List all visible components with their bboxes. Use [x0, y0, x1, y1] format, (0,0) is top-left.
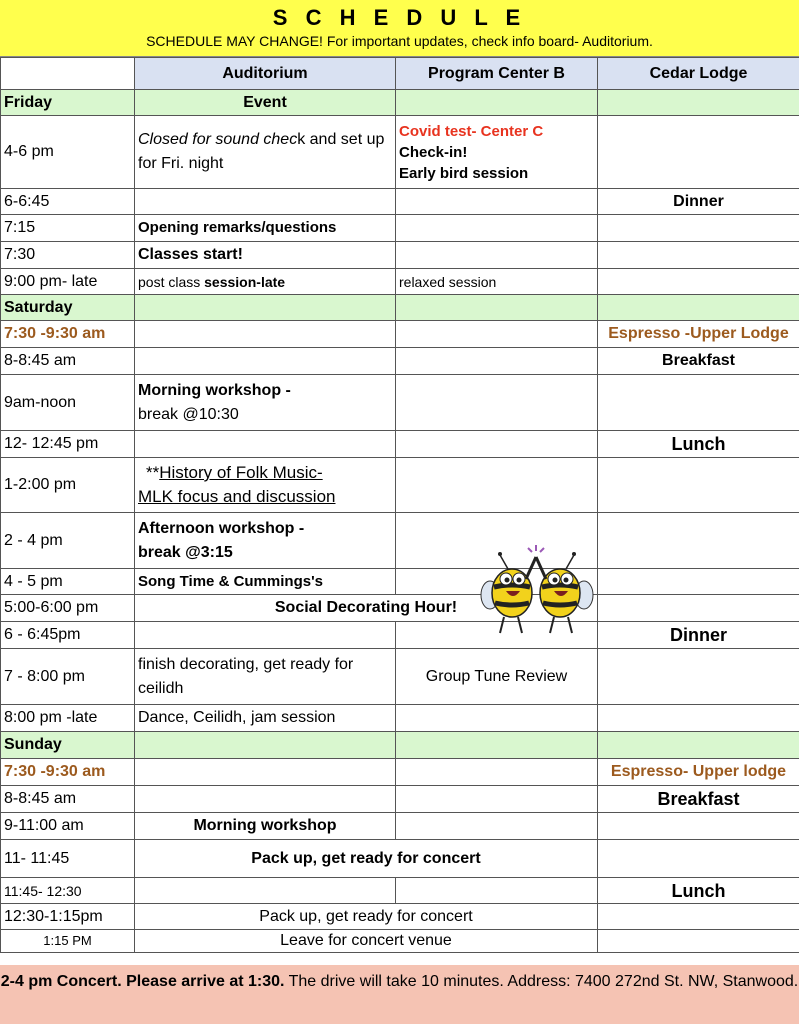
table-row: 6 - 6:45pm Dinner	[1, 622, 799, 649]
covid-test-note: Covid test- Center C	[399, 122, 544, 140]
concert-time: 2-4 pm Concert. Please arrive at 1:30.	[0, 973, 285, 990]
day-row-sunday	[1, 732, 799, 759]
time-column-header	[1, 58, 135, 90]
event-header: Event	[135, 90, 396, 116]
cedar-lodge-column-header: Cedar Lodge	[598, 58, 799, 90]
table-row: 12- 12:45 pm Lunch	[1, 431, 799, 458]
schedule-table	[0, 57, 799, 953]
day-row-saturday	[1, 295, 799, 321]
table-row: 7:30 -9:30 am Espresso -Upper Lodge	[1, 321, 799, 348]
table-row: 8-8:45 am Breakfast	[1, 786, 799, 813]
table-row: 7:30 Classes start!	[1, 242, 799, 269]
table-row: 8:00 pm -late Dance, Ceilidh, jam session	[1, 705, 799, 732]
schedule-title: S C H E D U L E	[272, 5, 527, 30]
table-row: 7:30 -9:30 am Espresso- Upper lodge	[1, 759, 799, 786]
table-row: 5:00-6:00 pm Social Decorating Hour!	[1, 595, 799, 622]
table-row: 12:30-1:15pm Pack up, get ready for concert	[1, 904, 799, 930]
cheering-bees-icon	[478, 543, 594, 639]
table-row: 11:45- 12:30 Lunch	[1, 878, 799, 904]
table-row: 9:00 pm- late post class session-late relaxed session	[1, 269, 799, 295]
program-center-cell: Covid test- Center C Check-in! Early bird session	[396, 116, 598, 189]
auditorium-cell: Closed for sound check and set up for Fri. night	[135, 116, 396, 189]
table-row: 9am-noon Morning workshop - break @10:30	[1, 375, 799, 431]
table-row	[1, 116, 799, 189]
table-row: 8-8:45 am Breakfast	[1, 348, 799, 375]
table-row: 6-6:45 Dinner	[1, 189, 799, 215]
auditorium-column-header: Auditorium	[135, 58, 396, 90]
day-label: Sunday	[1, 732, 135, 759]
table-row: 1:15 PM Leave for concert venue	[1, 930, 799, 953]
table-row: 7 - 8:00 pm finish decorating, get ready for ceilidh Group Tune Review	[1, 649, 799, 705]
table-row: 2 - 4 pm Afternoon workshop - break @3:15	[1, 513, 799, 569]
concert-details: The drive will take 10 minutes. Address: 7400 272nd St. NW, Stanwood.	[284, 973, 799, 990]
day-row-friday	[1, 90, 799, 116]
social-decorating-hour: Social Decorating Hour!	[135, 595, 598, 622]
column-header-row	[1, 58, 799, 90]
time-cell: 4-6 pm	[1, 116, 135, 189]
schedule-subtitle: SCHEDULE MAY CHANGE! For important updates, check info board- Auditorium.	[146, 33, 653, 49]
program-center-column-header: Program Center B	[396, 58, 598, 90]
day-label: Friday	[1, 90, 135, 116]
table-row: 4 - 5 pm Song Time & Cummings's	[1, 569, 799, 595]
schedule-header	[0, 0, 799, 57]
table-row: 7:15 Opening remarks/questions	[1, 215, 799, 242]
table-row: 11- 11:45 Pack up, get ready for concert	[1, 840, 799, 878]
table-row: 9-11:00 am Morning workshop	[1, 813, 799, 840]
table-row: 1-2:00 pm **History of Folk Music- MLK focus and discussion	[1, 458, 799, 513]
day-label: Saturday	[1, 295, 135, 321]
concert-footer	[0, 965, 799, 1024]
